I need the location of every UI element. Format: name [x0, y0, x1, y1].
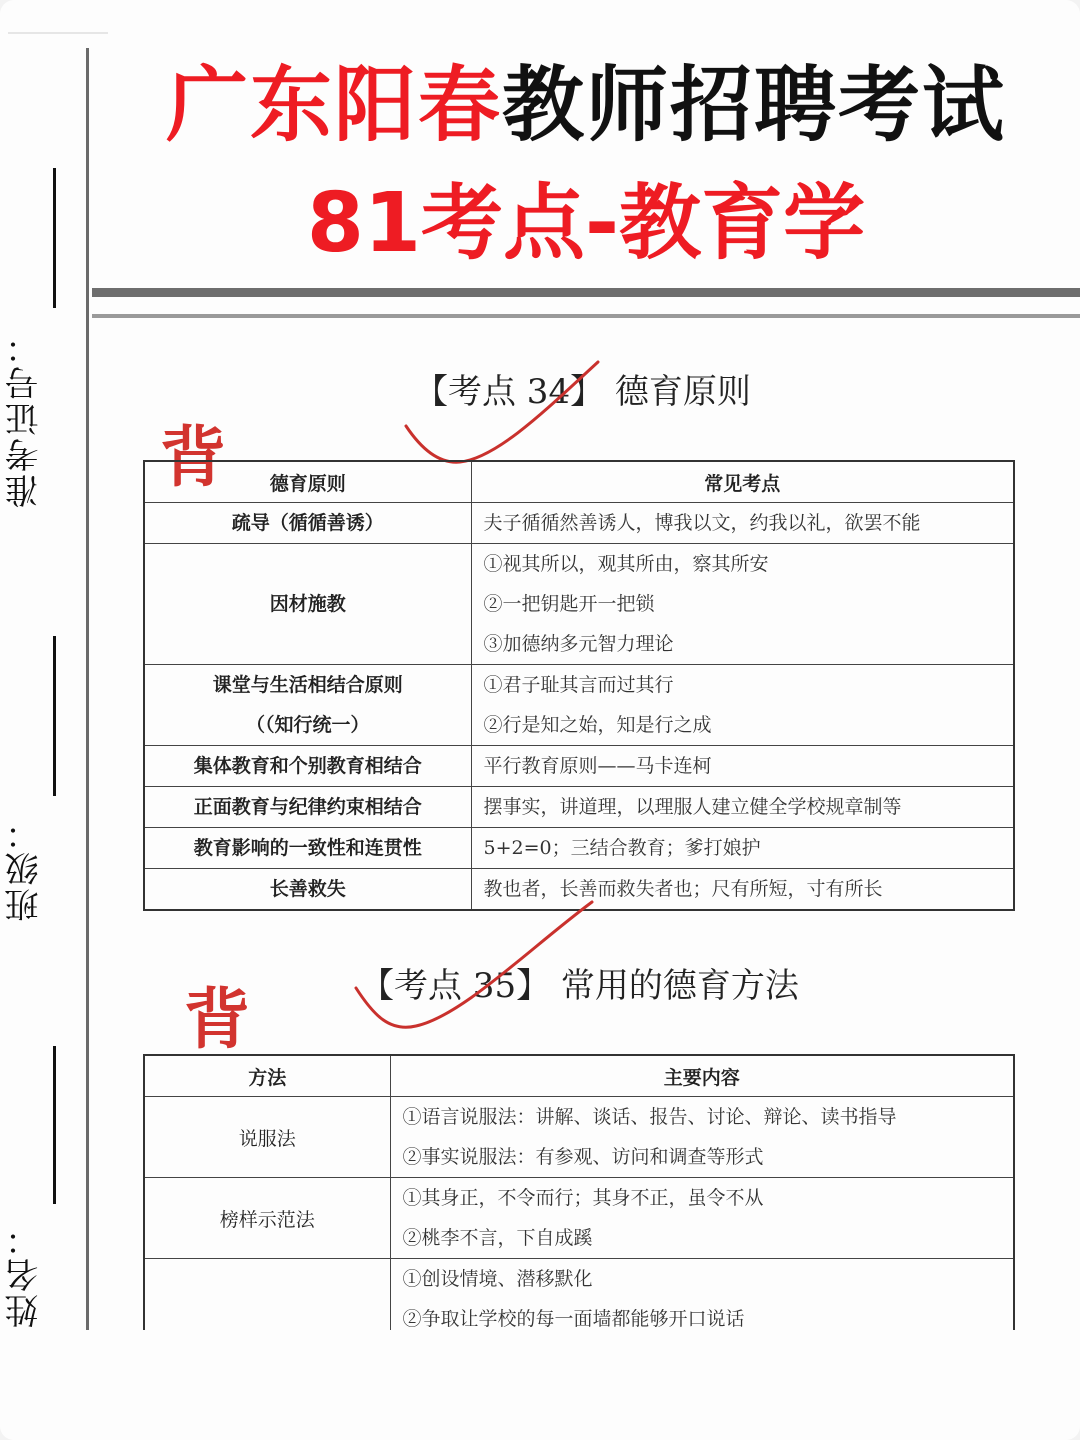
table-row	[144, 544, 1014, 665]
table-row	[144, 503, 1014, 544]
table-header-row	[144, 1055, 1014, 1097]
checkmark-icon	[350, 898, 600, 1038]
section35-heading: 【考点 35】 常用的德育方法	[360, 966, 799, 1006]
method-cell: 榜样示范法	[144, 1178, 390, 1259]
table-row	[144, 665, 1014, 746]
points-cell: ①君子耻其言而过其行 ②行是知之始，知是行之成	[471, 665, 1014, 746]
class-label: 班级：	[5, 814, 45, 922]
table-row	[144, 1259, 1014, 1341]
principle-cell: 因材施教	[144, 544, 471, 665]
page-bottom-cutoff	[0, 1330, 1080, 1440]
points-cell: 夫子循循然善诱人，博我以文，约我以礼，欲罢不能	[471, 503, 1014, 544]
points-cell: 教也者，长善而救失者也；尺有所短，寸有所长	[471, 869, 1014, 911]
method-cell	[144, 1259, 390, 1341]
method-cell: 说服法	[144, 1097, 390, 1178]
header-divider-thick	[92, 288, 1080, 297]
col-header-method: 方法	[144, 1055, 390, 1097]
table-row	[144, 746, 1014, 787]
table-row	[144, 1097, 1014, 1178]
table-row	[144, 1178, 1014, 1259]
checkmark-icon	[400, 358, 610, 468]
col-header-principle: 德育原则	[144, 461, 471, 503]
col-header-points: 常见考点	[471, 461, 1014, 503]
principle-cell: 教育影响的一致性和连贯性	[144, 828, 471, 869]
principle-cell: 课堂与生活相结合原则 （（知行统一）	[144, 665, 471, 746]
title-exam: 教师招聘考试	[502, 58, 1007, 153]
points-cell: 摆事实，讲道理，以理服人建立健全学校规章制等	[471, 787, 1014, 828]
principle-cell: 疏导（循循善诱）	[144, 503, 471, 544]
principle-cell: 正面教育与纪律约束相结合	[144, 787, 471, 828]
memorize-stamp-2: 背	[184, 980, 250, 1058]
corner-mark	[8, 32, 108, 34]
points-cell: 5+2=0；三结合教育；爹打娘护	[471, 828, 1014, 869]
points-cell: ①视其所以，观其所由，察其所安 ②一把钥匙开一把锁 ③加德纳多元智力理论	[471, 544, 1014, 665]
moral-principles-table	[143, 460, 1015, 911]
exam-id-label: 准考证号：	[5, 328, 45, 508]
name-label: 姓名：	[5, 1220, 45, 1328]
table-header-row	[144, 461, 1014, 503]
col-header-content: 主要内容	[390, 1055, 1014, 1097]
title-region: 广东阳春	[165, 58, 502, 153]
content-cell: ①创设情境、潜移默化 ②争取让学校的每一面墙都能够开口说话	[390, 1259, 1014, 1341]
principle-cell: 长善救失	[144, 869, 471, 911]
principle-cell: 集体教育和个别教育相结合	[144, 746, 471, 787]
header-divider-thin	[92, 314, 1080, 318]
points-cell: 平行教育原则——马卡连柯	[471, 746, 1014, 787]
moral-methods-table	[143, 1054, 1015, 1341]
content-cell: ①其身正，不令而行；其身不正，虽令不从 ②桃李不言，下自成蹊	[390, 1178, 1014, 1259]
binding-line	[86, 48, 89, 1418]
content-cell: ①语言说服法：讲解、谈话、报告、讨论、辩论、读书指导 ②事实说服法：有参观、访问和调查等形式	[390, 1097, 1014, 1178]
memorize-stamp-1: 背	[160, 418, 226, 496]
name-underline	[53, 1046, 56, 1204]
table-row	[144, 787, 1014, 828]
page-subtitle: 81考点-教育学	[306, 176, 866, 271]
exam-id-underline	[53, 168, 56, 308]
class-underline	[53, 636, 56, 796]
table-row	[144, 828, 1014, 869]
page-title	[92, 40, 1080, 157]
section34-heading: 【考点 34】 德育原则	[414, 372, 751, 412]
